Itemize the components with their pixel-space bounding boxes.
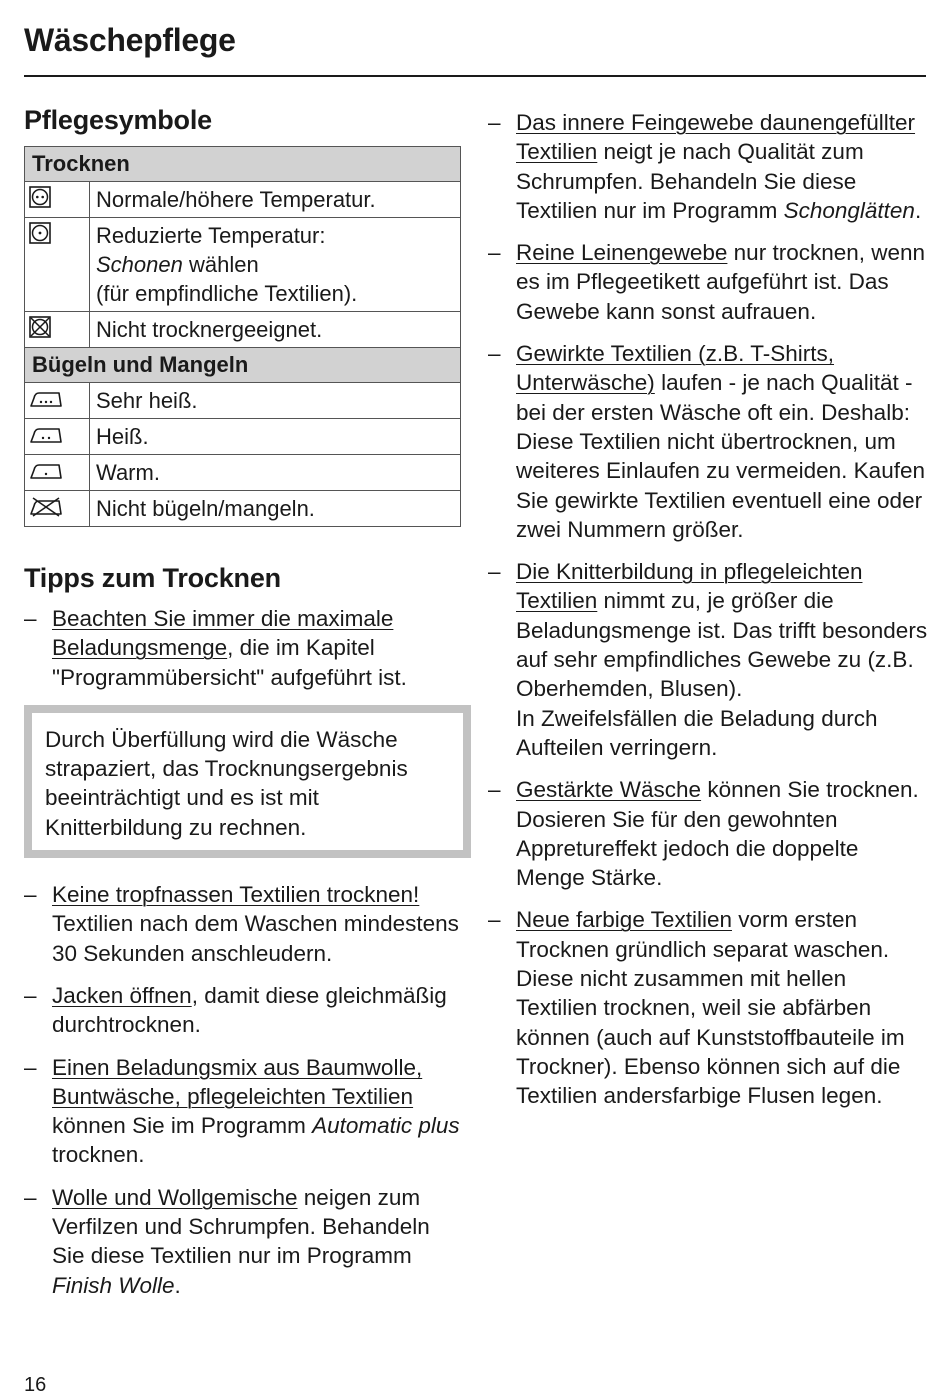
tip-text: .: [174, 1272, 181, 1298]
tip-emphasis: Die Knitterbildung in pflegeleichten Textilien: [516, 559, 863, 614]
program-name: Automatic plus: [312, 1113, 460, 1139]
tip-emphasis: Keine tropfnassen Textilien trocknen!: [52, 882, 420, 908]
table-row: [25, 455, 461, 491]
list-item: [488, 905, 928, 1110]
tip-text: neigt je nach Qualität zum Schrumpfen. Behandeln Sie diese Textilien nur im Programm: [516, 139, 864, 223]
care-description: [90, 218, 461, 312]
page-title: Wäschepflege: [24, 22, 236, 58]
care-description: Nicht bügeln/mangeln.: [90, 491, 461, 527]
dash-bullet: –: [488, 559, 501, 585]
list-item: [488, 339, 928, 544]
dash-bullet: –: [24, 982, 37, 1008]
tip-text: , damit diese gleichmäßig durchtrocknen.: [52, 982, 447, 1038]
tip-text: .: [914, 197, 922, 223]
table-row: [25, 218, 461, 312]
dash-bullet: –: [488, 777, 501, 803]
right-column: [488, 108, 928, 1124]
tip-emphasis: Neue farbige Textilien: [516, 907, 732, 933]
dash-bullet: –: [488, 240, 501, 266]
tip-text: Textilien nach dem Waschen mindestens 30 Sekunden anschleudern.: [52, 911, 459, 966]
program-name: Finish Wolle: [52, 1272, 175, 1298]
dash-bullet: –: [24, 606, 37, 631]
care-description: Heiß.: [90, 419, 461, 455]
table-row: [25, 419, 461, 455]
tip-text: vorm ersten Trocknen gründlich separat waschen. Diese nicht zusammen mit hellen Textilien trocknen, weil sie abfärben können (auch auf Kunststoffbauteile im Trockner). Ebenso können sich auf die Textilien andersfarbige Flusen legen.: [516, 907, 905, 1109]
tips-list-left-2: [24, 880, 464, 1300]
care-description: Normale/höhere Temperatur.: [90, 182, 461, 218]
title-divider: [24, 75, 926, 77]
no-iron-icon: [25, 491, 90, 527]
tips-list-left-1: [24, 604, 464, 692]
tip-emphasis: Jacken öffnen: [52, 982, 192, 1008]
left-column: [24, 100, 464, 1313]
tip-text: trocknen.: [52, 1142, 145, 1168]
tumble-dry-normal-icon: [25, 182, 90, 218]
table-section-header: [25, 348, 461, 383]
program-name-schonen: Schonen: [96, 252, 183, 277]
care-description: Nicht trocknergeeignet.: [90, 312, 461, 348]
tip-text: In Zweifelsfällen die Beladung durch Aufteilen verringern.: [516, 705, 878, 760]
tip-text: können Sie trocknen. Dosieren Sie für den gewohnten Appretureffekt jedoch die doppelte Menge Stärke.: [516, 777, 919, 891]
tip-emphasis: Wolle und Wollgemische: [52, 1184, 298, 1210]
dash-bullet: –: [24, 882, 37, 908]
list-item: [488, 238, 928, 326]
dash-bullet: –: [24, 1054, 37, 1080]
tip-text: können Sie im Programm: [52, 1113, 313, 1139]
dash-bullet: –: [488, 110, 501, 135]
dash-bullet: –: [488, 341, 501, 367]
care-line: wählen: [182, 252, 259, 277]
list-item: [488, 557, 928, 762]
tip-text: laufen - je nach Qualität - bei der ersten Wäsche oft ein. Deshalb: Diese Textilien nicht übertrocknen, um weiteres Einlaufen zu vermeiden. Kaufen Sie gewirkte Textilien eventuell eine oder zwei Nummern größer.: [516, 370, 925, 542]
table-row: [25, 182, 461, 218]
program-name: Schonglätten: [783, 197, 915, 223]
tumble-dry-low-icon: [25, 218, 90, 312]
list-item: [24, 1183, 464, 1300]
dash-bullet: –: [488, 907, 501, 933]
table-row: [25, 383, 461, 419]
tip-emphasis: Reine Leinengewebe: [516, 240, 728, 266]
table-row: [25, 312, 461, 348]
care-description: Sehr heiß.: [90, 383, 461, 419]
page-number: 16: [24, 1374, 47, 1396]
tip-text: neigen zum Verfilzen und Schrumpfen. Behandeln Sie diese Textilien nur im Programm: [52, 1184, 430, 1269]
list-item: [24, 604, 464, 692]
tip-emphasis: Einen Beladungsmix aus Baumwolle, Buntwäsche, pflegeleichten Textilien: [52, 1054, 423, 1109]
dash-bullet: –: [24, 1184, 37, 1210]
tip-emphasis: Gestärkte Wäsche: [516, 777, 702, 803]
drying-tips-heading: Tipps zum Trocknen: [24, 563, 281, 593]
list-item: [488, 108, 928, 225]
list-item: [24, 1053, 464, 1170]
section-drying-title: Trocknen: [25, 147, 461, 182]
care-description: Warm.: [90, 455, 461, 491]
care-symbols-heading: Pflegesymbole: [24, 105, 212, 135]
tip-emphasis: Gewirkte Textilien (z.B. T-Shirts, Unterwäsche): [516, 341, 835, 396]
care-symbols-table: [24, 146, 461, 527]
table-row: [25, 491, 461, 527]
iron-low-icon: [25, 455, 90, 491]
care-line: (für empfindliche Textilien).: [96, 281, 358, 306]
list-item: [24, 880, 464, 968]
iron-medium-icon: [25, 419, 90, 455]
no-tumble-dry-icon: [25, 312, 90, 348]
tip-emphasis: Beachten Sie immer die maximale Beladungsmenge: [52, 606, 394, 661]
list-item: [24, 981, 464, 1040]
section-ironing-title: Bügeln und Mangeln: [25, 348, 461, 383]
care-line: Reduzierte Temperatur:: [96, 223, 326, 248]
tip-emphasis: Das innere Feingewebe daunengefüllter Textilien: [516, 110, 916, 165]
list-item: [488, 775, 928, 892]
tip-text: nimmt zu, je größer die Beladungsmenge ist. Das trifft besonders auf sehr empfindliches Gewebe zu (z.B. Oberhemden, Blusen).: [516, 588, 928, 702]
tips-list-right: [488, 108, 928, 1111]
overload-note-box: Durch Überfüllung wird die Wäsche strapaziert, das Trocknungsergebnis beeinträchtigt und es ist mit Knitterbildung zu rechnen.: [24, 705, 471, 858]
tip-text: , die im Kapitel "Programmübersicht" aufgeführt ist.: [52, 635, 407, 690]
iron-high-icon: [25, 383, 90, 419]
tip-text: nur trocknen, wenn es im Pflegeetikett aufgeführt ist. Das Gewebe kann sonst aufrauen.: [516, 240, 926, 324]
table-section-header: [25, 147, 461, 182]
